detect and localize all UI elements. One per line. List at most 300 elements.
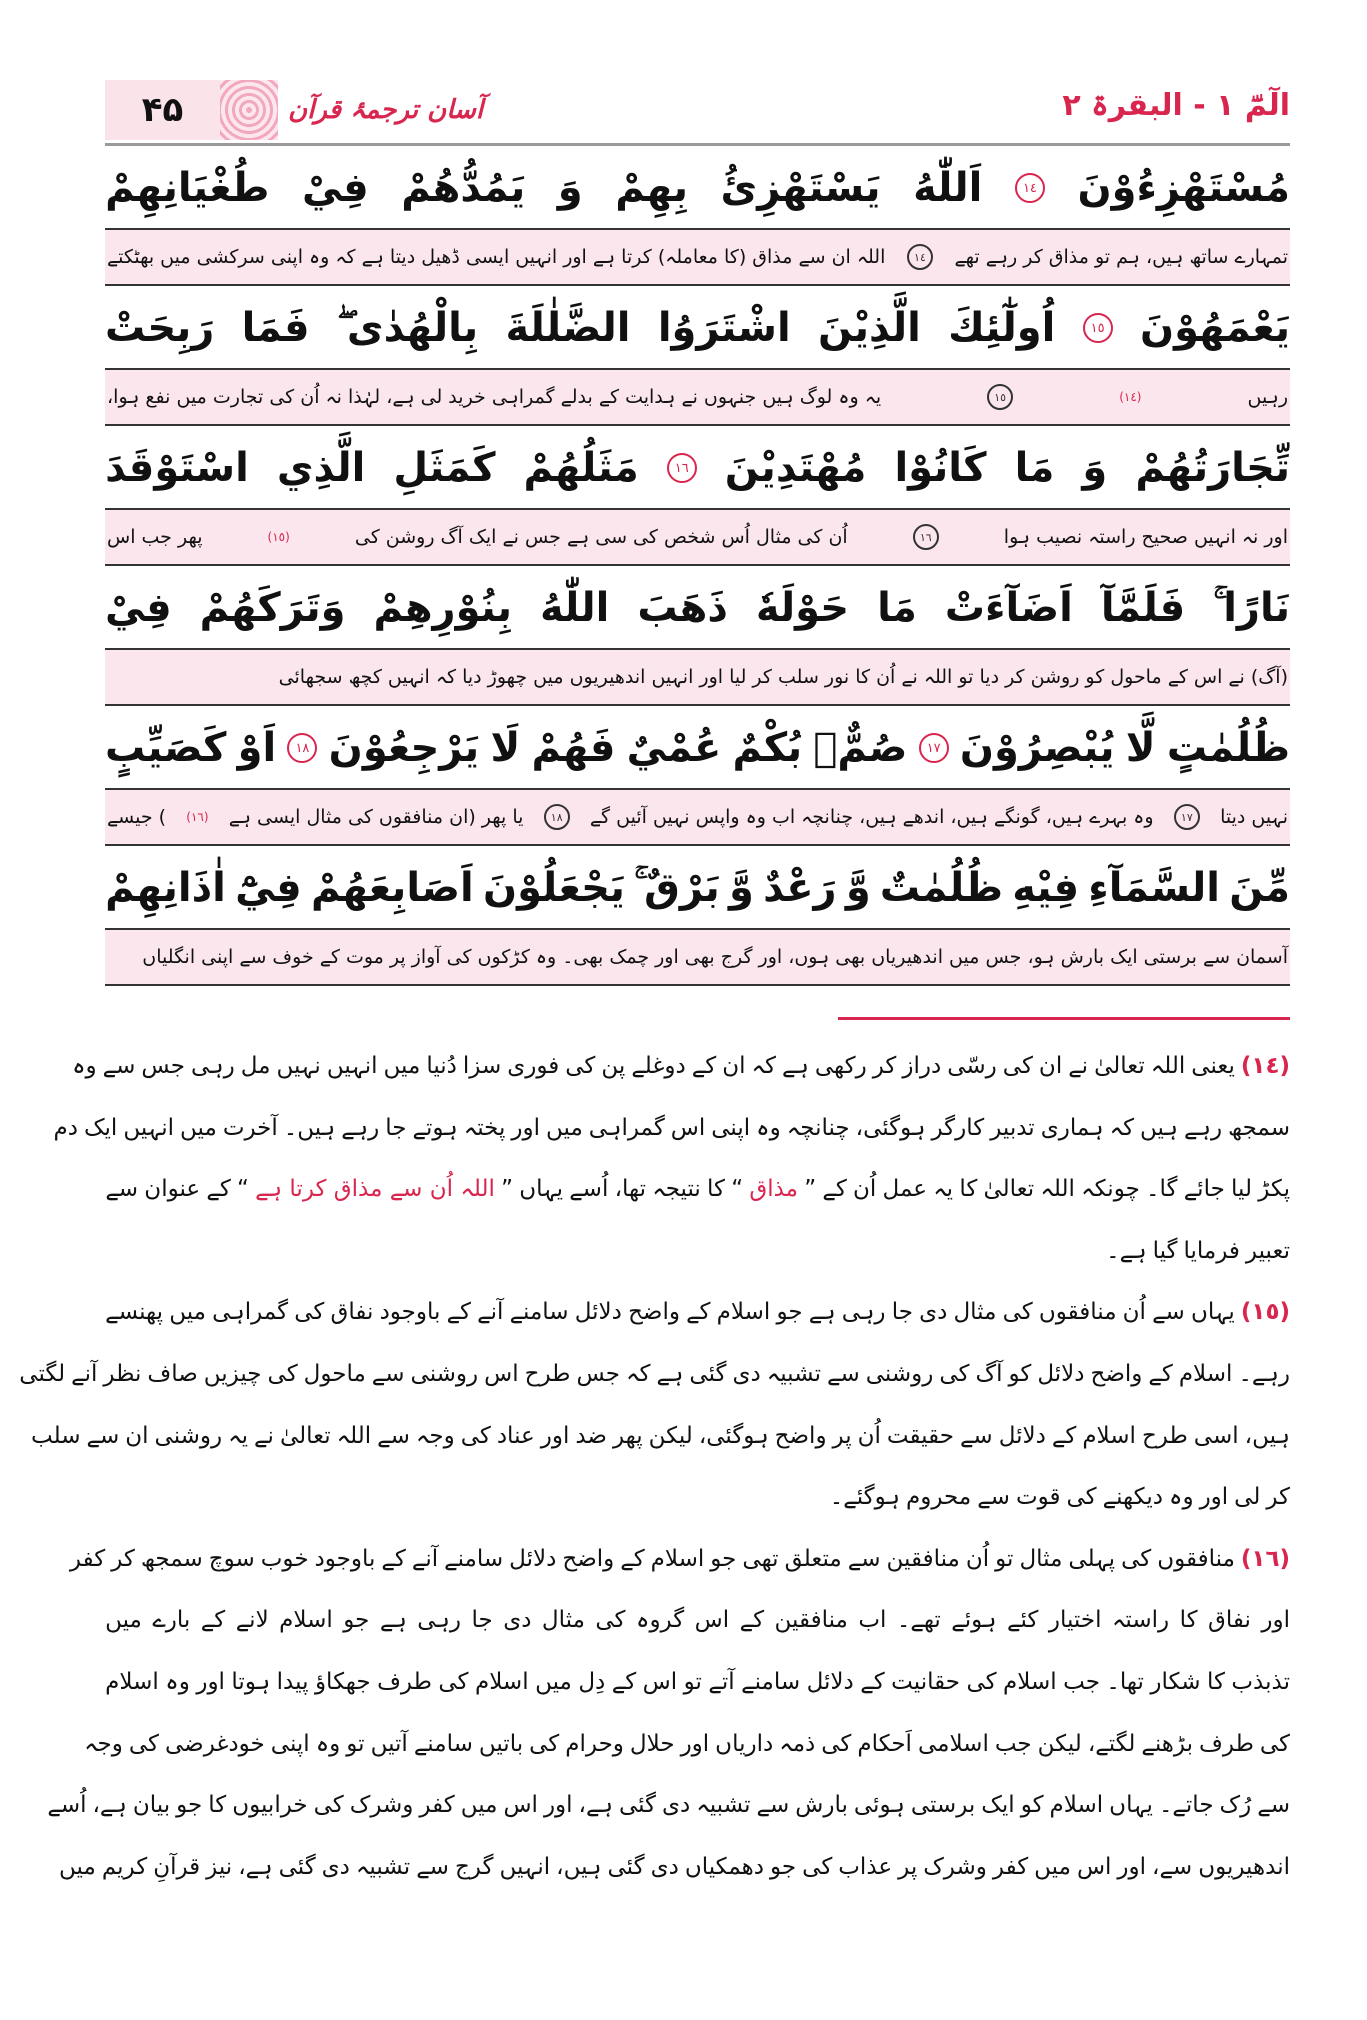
word: دلائل xyxy=(509,1545,557,1572)
word: شکار xyxy=(1150,1668,1201,1695)
word: تو xyxy=(683,1668,702,1695)
word: ان xyxy=(125,1422,149,1449)
verse-number-marker: ١٨ xyxy=(287,733,317,763)
word: جب xyxy=(994,1730,1032,1757)
word: دلائل xyxy=(806,1668,854,1695)
word: دی xyxy=(732,1360,761,1387)
word: کی xyxy=(595,1607,626,1634)
word: کی xyxy=(1259,1730,1290,1757)
word: اللہ xyxy=(1150,1053,1186,1079)
word: بڑھنے xyxy=(1141,1730,1194,1757)
word: تھے۔ xyxy=(896,1607,941,1634)
word: ہے، xyxy=(578,1792,613,1819)
word: اسلام xyxy=(716,1299,771,1326)
word: سے xyxy=(86,1422,120,1449)
word: میں xyxy=(105,1607,142,1634)
word: تھا، xyxy=(614,1176,646,1203)
commentary-text xyxy=(69,1529,1290,1591)
verse-row xyxy=(105,288,1290,428)
word: کی xyxy=(128,1730,160,1757)
word: کی xyxy=(267,1360,298,1387)
word: تو xyxy=(346,1730,365,1757)
word: پر xyxy=(898,1853,918,1880)
word: اور xyxy=(543,1792,573,1819)
word: میں xyxy=(180,1114,217,1141)
word: نتیجہ xyxy=(652,1176,701,1203)
text-segment: وَّ xyxy=(729,865,754,911)
word: کی xyxy=(294,1299,325,1326)
footnote-number: (١٤) xyxy=(1240,1053,1290,1079)
verse-number-marker: ١٧ xyxy=(919,733,949,763)
verse-number-marker: ١٤ xyxy=(907,244,933,270)
word: وجہ xyxy=(415,1422,455,1449)
word: مثال xyxy=(541,1607,585,1634)
urdu-translation-line xyxy=(105,650,1290,706)
word: اس xyxy=(484,1360,519,1387)
word: وہ xyxy=(315,1730,341,1757)
word: کی xyxy=(529,1730,560,1757)
word: گئی xyxy=(689,1360,727,1387)
text-segment: بِنُوْرِهِمْ xyxy=(373,585,513,631)
word: جس xyxy=(141,1053,185,1079)
word: کے xyxy=(1148,1360,1173,1387)
word: اور xyxy=(511,1114,541,1141)
word: کے xyxy=(822,1176,847,1203)
text-segment: تمہارے ساتھ ہیں، ہم تو مذاق کر رہے تھے xyxy=(954,246,1288,268)
word: یہاں xyxy=(1109,1792,1153,1819)
word: نہیں xyxy=(276,1053,321,1079)
word: تھا۔ xyxy=(1106,1668,1144,1695)
text-segment: اٰذَانِهِمْ xyxy=(105,865,226,911)
word: یہاں xyxy=(1190,1299,1235,1326)
word: نے xyxy=(1068,1053,1089,1079)
verse-row xyxy=(105,148,1290,288)
word: دلائل xyxy=(574,1299,622,1326)
word: کہ xyxy=(751,1053,776,1079)
word: اُن xyxy=(965,1545,990,1572)
text-segment: وَ xyxy=(1082,445,1108,491)
word: گئی xyxy=(607,1853,645,1880)
commentary-line xyxy=(19,1344,1290,1406)
commentary-block xyxy=(19,1036,1290,1898)
word: اسلام xyxy=(105,1668,159,1695)
header-divider xyxy=(105,143,1290,146)
text-segment: لَا xyxy=(490,725,521,771)
word: اور xyxy=(680,1730,710,1757)
word: عناد xyxy=(496,1422,535,1449)
text-segment: كَصَيِّبٍ xyxy=(105,725,227,771)
commentary-text xyxy=(84,1714,1290,1776)
word: دراز xyxy=(902,1053,942,1079)
word: اب xyxy=(858,1607,887,1634)
arabic-verse-line xyxy=(105,288,1290,370)
urdu-translation-line xyxy=(105,510,1290,566)
word: گیا xyxy=(1152,1237,1178,1264)
word: کی xyxy=(565,1053,596,1079)
text-segment: مُهْتَدِيْنَ xyxy=(724,445,867,491)
word: سے xyxy=(977,1484,1010,1511)
word: خرابیوں xyxy=(232,1792,308,1819)
word: نفاق xyxy=(1208,1607,1251,1634)
word: سامنے xyxy=(741,1668,801,1695)
text-segment: نَارًا ۚ xyxy=(1213,585,1290,631)
word: ہے xyxy=(379,1607,407,1634)
word: تذبذب xyxy=(1231,1668,1290,1695)
word: گمراہی xyxy=(588,1114,665,1141)
text-segment: اَضَآءَتْ xyxy=(944,585,1073,631)
word: انہیں xyxy=(123,1114,175,1141)
word: دی xyxy=(650,1853,679,1880)
word: وہ xyxy=(165,1668,190,1695)
verse-row xyxy=(105,848,1290,988)
word: اس xyxy=(642,1668,678,1695)
word: جھکاؤ xyxy=(314,1668,371,1695)
word: گرج xyxy=(454,1853,494,1880)
word: سے xyxy=(102,1053,136,1079)
word: اختیار xyxy=(1048,1607,1102,1634)
word: ” xyxy=(501,1176,513,1203)
word: روشنی xyxy=(410,1360,479,1387)
word: کے xyxy=(611,1668,637,1695)
word: رہے xyxy=(1183,1114,1223,1141)
word: کے xyxy=(691,1053,717,1079)
word: ان xyxy=(1038,1053,1063,1079)
verse-number-marker: ١٦ xyxy=(913,524,939,550)
word: کہ xyxy=(626,1360,651,1387)
word: ذمہ xyxy=(779,1730,816,1757)
word: سزا xyxy=(462,1053,502,1079)
text-segment: الَّذِي xyxy=(276,445,366,491)
word: اسی xyxy=(1193,1422,1239,1449)
word: تدبیر xyxy=(990,1114,1035,1141)
arabic-verse-line xyxy=(105,428,1290,510)
word: دی xyxy=(662,1792,691,1819)
text-segment: اُولٰٓئِكَ xyxy=(948,305,1056,351)
word: تشبیہ xyxy=(696,1792,751,1819)
page-header xyxy=(105,80,1290,140)
word: دُنیا xyxy=(426,1053,457,1079)
word: کی xyxy=(939,1360,970,1387)
word: کے xyxy=(686,1299,711,1326)
word: راستہ xyxy=(1111,1607,1170,1634)
word: سامنے xyxy=(509,1299,569,1326)
word: منافقوں xyxy=(1038,1299,1117,1326)
text-segment: فِيْهِ xyxy=(1012,865,1080,911)
text-segment: وَّ xyxy=(845,865,871,911)
word: یہ xyxy=(933,1176,954,1203)
word: کا xyxy=(208,1792,227,1819)
word: جا xyxy=(471,1607,493,1634)
word: سامنے xyxy=(444,1545,504,1572)
word: کر xyxy=(872,1053,897,1079)
word: کا xyxy=(1206,1668,1225,1695)
word: کارگر xyxy=(931,1114,985,1141)
word: لانے xyxy=(235,1607,269,1634)
word: قرآنِ xyxy=(153,1853,201,1880)
word: سے xyxy=(1257,1792,1290,1819)
word: رہی xyxy=(417,1607,462,1634)
text-segment: صُمٌّۢ xyxy=(813,725,908,771)
text-segment: تِّجَارَتُهُمْ xyxy=(1135,445,1290,491)
word: آتے xyxy=(708,1668,735,1695)
word: عنوان xyxy=(144,1176,201,1203)
word: آگ xyxy=(975,1360,1003,1387)
word: مل xyxy=(240,1053,271,1079)
word: اور xyxy=(196,1668,225,1695)
commentary-line xyxy=(105,1652,1290,1714)
word: عذاب xyxy=(838,1853,893,1880)
text-segment: يُبْصِرُوْنَ xyxy=(959,725,1115,771)
word: دی xyxy=(321,1853,350,1880)
word: اسلام xyxy=(474,1668,529,1695)
text-segment: يَسْتَهْزِئُ xyxy=(720,165,881,211)
word: سے xyxy=(847,1545,881,1572)
text-segment: اللّٰهُ xyxy=(540,585,610,631)
word: جو xyxy=(343,1607,370,1634)
text-segment: وَتَرَكَهُمْ xyxy=(199,585,346,631)
word: ہماری xyxy=(1040,1114,1104,1141)
word: جو xyxy=(176,1792,203,1819)
text-segment: حَوْلَهٗ xyxy=(755,585,850,631)
word: آخرت xyxy=(222,1114,278,1141)
word: کے xyxy=(620,1545,645,1572)
word: خوب xyxy=(260,1545,309,1572)
word: ہے، xyxy=(238,1853,273,1880)
footnote-number: (١٦) xyxy=(1240,1545,1290,1572)
word: روشنی xyxy=(154,1422,223,1449)
word: میں xyxy=(383,1053,421,1079)
word: کریم xyxy=(101,1853,148,1880)
word: لیا xyxy=(1231,1176,1252,1203)
word: مثال xyxy=(1019,1545,1063,1572)
commentary-text xyxy=(105,1590,1290,1652)
word: واضح xyxy=(562,1545,615,1572)
word: کی xyxy=(1121,1545,1152,1572)
word: یہ xyxy=(228,1422,249,1449)
text-segment: وَ xyxy=(557,165,583,211)
word: کے xyxy=(381,1545,406,1572)
verse-number-marker: ١٧ xyxy=(1174,804,1200,830)
text-segment: یہ وہ لوگ ہیں جنہوں نے ہدایت کے بدلے گمراہی خرید لی ہے، لہٰذا نہ اُن کی تجارت میں نفع ہوا، xyxy=(107,386,882,408)
word: سے xyxy=(1152,1299,1185,1326)
text-segment: رَبِحَتْ xyxy=(105,305,215,351)
word: اُسے xyxy=(569,1176,609,1203)
word: روشنی xyxy=(865,1360,934,1387)
text-segment: پھر جب اس xyxy=(107,526,203,548)
word: ہوگئے۔ xyxy=(829,1484,900,1511)
word: انہیں xyxy=(326,1053,378,1079)
text-segment: نہیں دیتا xyxy=(1220,806,1288,828)
word: فرمایا xyxy=(1183,1237,1240,1264)
word: تھی xyxy=(742,1545,779,1572)
word: جاتے۔ xyxy=(1158,1792,1214,1819)
word: کا xyxy=(1179,1607,1198,1634)
text-segment: كَمَثَلِ xyxy=(393,445,496,491)
word: اللہ xyxy=(1040,1176,1075,1203)
word: کی xyxy=(1066,1484,1097,1511)
text-segment: فَلَمَّآ xyxy=(1100,585,1186,631)
word: وحرام xyxy=(565,1730,624,1757)
word: ضد xyxy=(575,1422,607,1449)
word: کے xyxy=(446,1299,471,1326)
word: جا xyxy=(891,1299,913,1326)
book-title: آسان ترجمۂ قرآن xyxy=(288,95,484,125)
word: رہے xyxy=(341,1114,380,1141)
text-segment: بَرْقٌ ۚ xyxy=(634,865,720,911)
highlighted-text: اللہ اُن سے مذاق کرتا ہے xyxy=(255,1176,495,1203)
word: سے xyxy=(105,1176,139,1203)
word: کی xyxy=(313,1792,344,1819)
word: یہاں xyxy=(519,1176,563,1203)
text-segment: عُمْيٌ xyxy=(626,725,722,771)
word: رُک xyxy=(1219,1792,1252,1819)
word: ہیں، xyxy=(556,1853,602,1880)
word: ایک xyxy=(83,1114,118,1141)
word: اسلامی xyxy=(917,1730,989,1757)
word: دیکھنے xyxy=(1102,1484,1163,1511)
word: بارش xyxy=(795,1792,848,1819)
word: منافقوں xyxy=(1157,1545,1235,1572)
text-segment: مُسْتَهْزِءُوْنَ xyxy=(1077,165,1290,211)
commentary-line xyxy=(84,1714,1290,1776)
verse-row xyxy=(105,708,1290,848)
text-segment: اور نہ انہیں صحیح راستہ نصیب ہوا xyxy=(1003,526,1288,548)
word: گئی xyxy=(278,1853,316,1880)
word: ہوئی xyxy=(853,1792,905,1819)
word: کفر xyxy=(992,1853,1029,1880)
verse-number-marker: ١٤ xyxy=(1015,173,1045,203)
word: طرف xyxy=(1199,1730,1254,1757)
word: پیدا xyxy=(276,1668,309,1695)
word: طرح xyxy=(1141,1422,1188,1449)
word: ہے، xyxy=(92,1792,127,1819)
decorative-pattern-icon xyxy=(220,80,278,140)
word: وشرک xyxy=(349,1792,414,1819)
verse-number-marker: ١٥ xyxy=(1083,313,1113,343)
commentary-line xyxy=(105,1590,1290,1652)
word: چونکہ xyxy=(1081,1176,1140,1203)
word: جو xyxy=(770,1853,797,1880)
word: جب xyxy=(1063,1668,1100,1695)
word: تشبیہ xyxy=(766,1360,821,1387)
word: سے xyxy=(371,1360,405,1387)
word: متعلق xyxy=(784,1545,842,1572)
word: سمجھ xyxy=(140,1545,203,1572)
word: تعالیٰ xyxy=(1094,1053,1145,1079)
word: سے xyxy=(416,1853,449,1880)
word: ہیں۔ xyxy=(283,1114,336,1141)
commentary-line xyxy=(72,1036,1290,1098)
verse-row xyxy=(105,568,1290,708)
text-segment: فِيْ xyxy=(105,585,172,631)
commentary-text xyxy=(31,1406,1290,1468)
text-segment: اَوْ xyxy=(237,725,277,771)
urdu-translation-line xyxy=(105,790,1290,846)
word: “ xyxy=(237,1176,249,1203)
verse-number-marker: ١٥ xyxy=(987,384,1013,410)
arabic-verse-line xyxy=(105,848,1290,930)
text-segment: ظُلُمٰتٍ xyxy=(1166,725,1290,771)
text-segment: ) جیسے xyxy=(107,806,167,828)
verse-row xyxy=(105,428,1290,568)
word: رکھی xyxy=(814,1053,867,1079)
text-segment: مَثَلُهُمْ xyxy=(523,445,639,491)
word: جا xyxy=(385,1114,407,1141)
word: باتیں xyxy=(478,1730,524,1757)
text-segment: یا پھر (ان منافقوں کی مثال ایسی ہے xyxy=(228,806,524,828)
word: کئے xyxy=(1007,1607,1039,1634)
word: وہ xyxy=(72,1053,97,1079)
word: انہیں xyxy=(499,1853,551,1880)
text-segment: مَا xyxy=(1014,445,1055,491)
text-segment: الَّذِيْنَ xyxy=(817,305,921,351)
word: آنے xyxy=(411,1545,439,1572)
text-segment: فَهُمْ xyxy=(531,725,616,771)
word: تشبیہ xyxy=(355,1853,411,1880)
word: کی xyxy=(438,1668,469,1695)
word: فوری xyxy=(507,1053,560,1079)
word: اور xyxy=(1117,1853,1147,1880)
word: چنانچہ xyxy=(786,1114,850,1141)
word: واضح xyxy=(1090,1360,1143,1387)
word: اللہ xyxy=(336,1422,372,1449)
text-segment: يَمُدُّهُمْ xyxy=(401,165,526,211)
word: سوچ xyxy=(208,1545,255,1572)
word: حقانیت xyxy=(891,1668,960,1695)
word: پر xyxy=(832,1422,852,1449)
word: منافقین xyxy=(886,1545,960,1572)
word: وہ xyxy=(756,1114,781,1141)
word: جس xyxy=(576,1360,621,1387)
word: اور xyxy=(540,1422,570,1449)
word: ان xyxy=(722,1053,746,1079)
arabic-verse-line xyxy=(105,568,1290,650)
word: ہوگئی، xyxy=(855,1114,926,1141)
word: میں xyxy=(546,1114,583,1141)
word: میں xyxy=(59,1853,96,1880)
header-left xyxy=(105,80,483,140)
word: رہے۔ xyxy=(1238,1360,1290,1387)
word: دی xyxy=(919,1299,948,1326)
word: عمل xyxy=(882,1176,927,1203)
word: کر xyxy=(1266,1484,1290,1511)
word: اس xyxy=(503,1792,538,1819)
text-segment: وہ بہرے ہیں، گونگے ہیں، اندھے ہیں، چنانچہ اب وہ واپس نہیں آئیں گے xyxy=(589,806,1154,828)
word: لیکن xyxy=(648,1422,693,1449)
word: یعنی xyxy=(1191,1053,1235,1079)
word: ہوئے xyxy=(951,1607,997,1634)
commentary-text xyxy=(105,1159,1290,1221)
word: دلائل xyxy=(998,1422,1046,1449)
word: آنے xyxy=(71,1360,98,1387)
word: حلال xyxy=(629,1730,675,1757)
word: کی xyxy=(1002,1053,1033,1079)
word: دم xyxy=(53,1114,78,1141)
text-segment: اسْتَوْقَدَ xyxy=(105,445,249,491)
word: واضح xyxy=(628,1299,680,1326)
word: تعبیر xyxy=(1245,1237,1290,1264)
word: کو xyxy=(1008,1360,1032,1387)
word: رسّی xyxy=(947,1053,997,1079)
word: سمجھ xyxy=(1228,1114,1290,1141)
commentary-line xyxy=(105,1467,1290,1529)
word: کے xyxy=(739,1607,765,1634)
word: ہوتے xyxy=(412,1114,458,1141)
word: اور xyxy=(1199,1484,1229,1511)
word: دِل xyxy=(578,1668,606,1695)
commentary-text xyxy=(47,1775,1290,1837)
arabic-verse-line xyxy=(105,708,1290,790)
